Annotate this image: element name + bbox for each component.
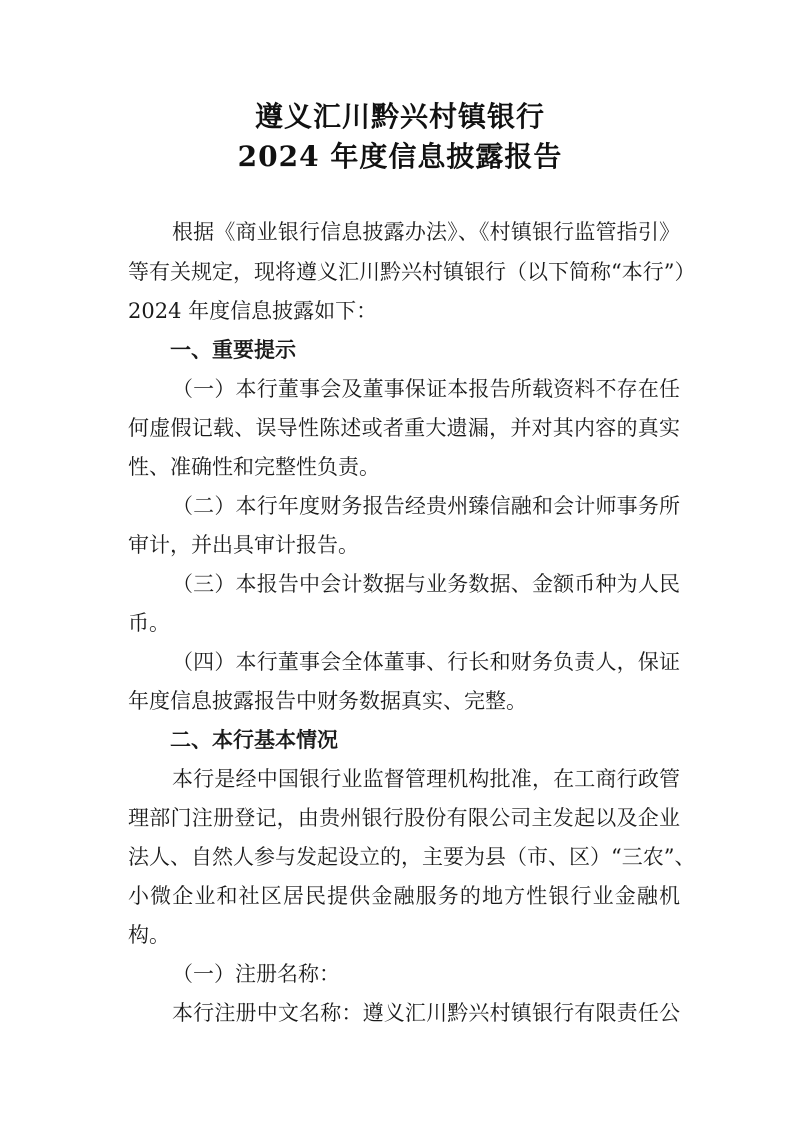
basic-info-line3: 法人、自然人参与发起设立的，主要为县（市、区）“三农”、	[128, 845, 696, 869]
notice-item-1-line2: 何虚假记载、误导性陈述或者重大遗漏，并对其内容的真实	[128, 416, 680, 440]
notice-item-4-line2: 年度信息披露报告中财务数据真实、完整。	[128, 689, 527, 713]
notice-item-1-line1: （一）本行董事会及董事保证本报告所载资料不存在任	[172, 377, 680, 401]
notice-item-4-line1: （四）本行董事会全体董事、行长和财务负责人，保证	[172, 650, 680, 674]
basic-info-line4: 小微企业和社区居民提供金融服务的地方性银行业金融机	[128, 884, 680, 908]
paragraph-intro-line3: 2024 年度信息披露如下：	[128, 299, 378, 323]
notice-item-3-line2: 币。	[128, 611, 170, 635]
paragraph-intro-line2: 等有关规定，现将遵义汇川黔兴村镇银行（以下简称“本行”）	[128, 260, 696, 284]
basic-info-line1: 本行是经中国银行业监督管理机构批准，在工商行政管	[172, 767, 680, 791]
paragraph-intro-line1: 根据《商业银行信息披露办法》、《村镇银行监管指引》	[172, 220, 680, 244]
document-title-line2: 2024 年度信息披露报告	[237, 140, 563, 173]
document-title-line1: 遵义汇川黔兴村镇银行	[254, 100, 545, 133]
registered-name-heading: （一）注册名称：	[172, 962, 340, 986]
notice-item-1-line3: 性、准确性和完整性负责。	[128, 455, 380, 479]
notice-item-2-line1: （二）本行年度财务报告经贵州臻信融和会计师事务所	[172, 494, 680, 518]
registered-name-line1: 本行注册中文名称：遵义汇川黔兴村镇银行有限责任公	[172, 1001, 680, 1025]
basic-info-line2: 理部门注册登记，由贵州银行股份有限公司主发起以及企业	[128, 806, 680, 830]
notice-item-3-line1: （三）本报告中会计数据与业务数据、金额币种为人民	[172, 572, 680, 596]
basic-info-line5: 构。	[128, 923, 170, 947]
section-heading-basic-info: 二、本行基本情况	[170, 728, 338, 752]
notice-item-2-line2: 审计，并出具审计报告。	[128, 533, 359, 557]
section-heading-important-notice: 一、重要提示	[170, 338, 296, 362]
